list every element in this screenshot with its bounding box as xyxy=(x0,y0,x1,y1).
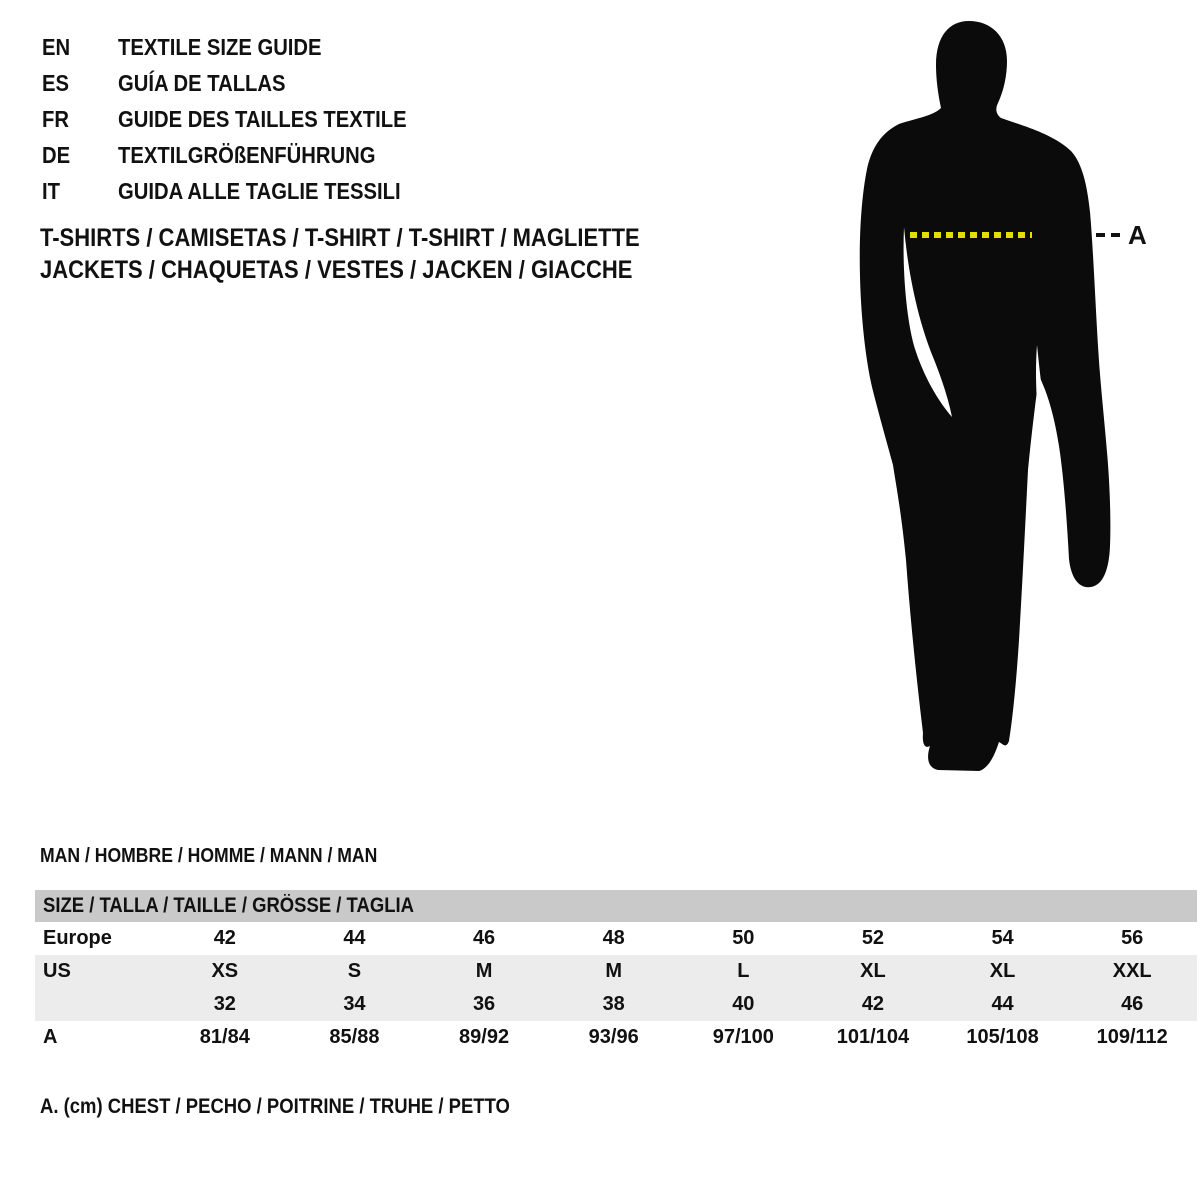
row-label: A xyxy=(43,1026,58,1048)
size-cell: S xyxy=(347,960,362,982)
size-table xyxy=(35,890,1197,1054)
man-silhouette xyxy=(860,21,1111,771)
size-cell: L xyxy=(737,960,750,982)
table-header-text: SIZE / TALLA / TAILLE / GRÖSSE / TAGLIA xyxy=(43,894,414,917)
size-cell: 46 xyxy=(472,927,496,949)
size-cell: 38 xyxy=(602,993,625,1015)
language-code: FR xyxy=(42,105,69,132)
size-cell: 54 xyxy=(991,927,1014,949)
table-row-numeric xyxy=(35,988,1197,1021)
size-cell: XL xyxy=(860,960,886,982)
size-cell: 40 xyxy=(732,993,755,1015)
size-cell: 101/104 xyxy=(836,1026,910,1048)
size-cell: M xyxy=(605,960,623,982)
language-row-it xyxy=(42,173,446,209)
language-code: IT xyxy=(42,177,60,204)
size-cell: 89/92 xyxy=(459,1026,510,1048)
size-cell: 46 xyxy=(1121,993,1144,1015)
section-title-text: MAN / HOMBRE / HOMME / MANN / MAN xyxy=(40,845,378,867)
language-title: TEXTILE SIZE GUIDE xyxy=(118,33,322,60)
language-title: GUIDE DES TAILLES TEXTILE xyxy=(118,105,407,132)
table-header-bar xyxy=(35,890,1197,922)
table-row-us xyxy=(35,955,1197,988)
row-label: US xyxy=(43,960,71,982)
size-cell: 36 xyxy=(472,993,496,1015)
language-title: GUIDA ALLE TAGLIE TESSILI xyxy=(118,177,401,204)
size-cell: 42 xyxy=(213,927,236,949)
language-code: EN xyxy=(42,33,71,60)
size-cell: 32 xyxy=(213,993,236,1015)
size-cell: 85/88 xyxy=(329,1026,380,1048)
language-code: ES xyxy=(42,69,70,96)
language-row-en xyxy=(42,29,446,65)
size-cell: 105/108 xyxy=(966,1026,1039,1048)
size-cell: 42 xyxy=(861,993,885,1015)
row-label: Europe xyxy=(43,927,112,949)
language-row-de xyxy=(42,137,446,173)
size-cell: XS xyxy=(211,960,239,982)
language-list xyxy=(42,29,446,209)
size-cell: 81/84 xyxy=(199,1026,250,1048)
size-cell: 44 xyxy=(991,993,1014,1015)
language-row-fr xyxy=(42,101,446,137)
size-cell: 50 xyxy=(732,927,755,949)
man-silhouette-figure xyxy=(840,15,1160,795)
category-text: JACKETS / CHAQUETAS / VESTES / JACKEN / GIACCHE xyxy=(40,255,633,284)
size-cell: 52 xyxy=(861,927,885,949)
section-title xyxy=(40,845,423,868)
category-text: T-SHIRTS / CAMISETAS / T-SHIRT / T-SHIRT / MAGLIETTE xyxy=(40,223,640,252)
size-cell: XL xyxy=(989,960,1016,982)
language-title: TEXTILGRÖßENFÜHRUNG xyxy=(118,141,376,168)
size-cell: M xyxy=(475,960,493,982)
size-cell: 34 xyxy=(343,993,366,1015)
size-cell: 97/100 xyxy=(712,1026,774,1048)
category-block xyxy=(40,222,721,286)
measurement-footnote xyxy=(40,1095,574,1119)
table-row-chest-a xyxy=(35,1021,1197,1054)
measure-label-a: A xyxy=(1128,220,1147,250)
category-line-jackets xyxy=(40,254,721,286)
size-cell: 93/96 xyxy=(588,1026,639,1048)
language-row-es xyxy=(42,65,446,101)
table-row-europe xyxy=(35,922,1197,955)
language-code: DE xyxy=(42,141,71,168)
size-cell: 56 xyxy=(1121,927,1144,949)
size-cell: 109/112 xyxy=(1096,1026,1168,1048)
size-cell: 48 xyxy=(602,927,625,949)
measurement-footnote-text: A. (cm) CHEST / PECHO / POITRINE / TRUHE / PETTO xyxy=(40,1095,510,1118)
size-cell: 44 xyxy=(343,927,366,949)
size-cell: XXL xyxy=(1112,960,1152,982)
language-title: GUÍA DE TALLAS xyxy=(118,69,286,96)
category-line-tshirts xyxy=(40,222,721,254)
